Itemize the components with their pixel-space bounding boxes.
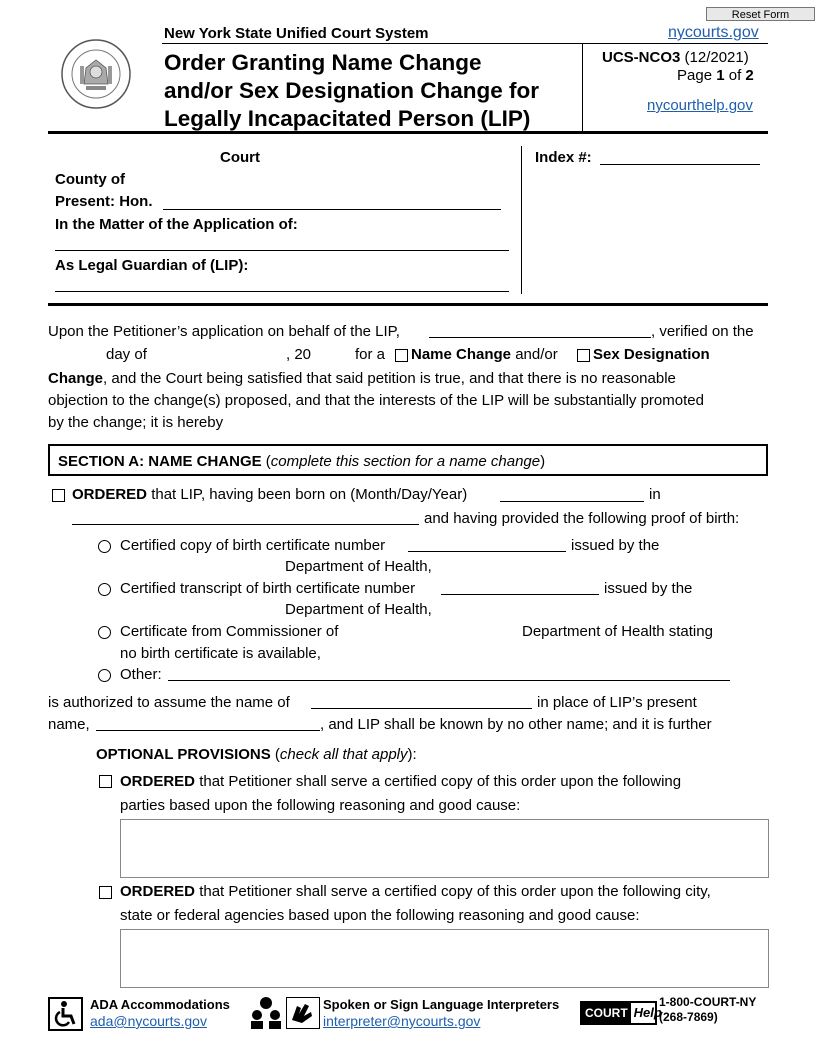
petitioner-name-field[interactable] (55, 250, 509, 251)
birth-place-field[interactable] (72, 524, 419, 525)
present-judge-field[interactable] (163, 209, 501, 210)
form-title (164, 49, 539, 133)
proof-option-3-label: Certificate from Commissioner of (120, 623, 339, 640)
proof-option-1-issued: issued by the (571, 537, 660, 554)
intro-day: day of (106, 346, 147, 363)
sign-language-icon (286, 997, 320, 1029)
index-number-field[interactable] (600, 164, 760, 165)
proof-option-3-dept: Department of Health stating (522, 623, 713, 640)
present-name-label: name, (48, 716, 90, 733)
present-name-text-end: , and LIP shall be known by no other name; and it is further (320, 716, 712, 733)
caption-court: Court (220, 149, 260, 166)
caption-county: County of (55, 171, 125, 188)
new-name-field[interactable] (311, 708, 532, 709)
intro-line-3: Change, and the Court being satisfied that said petition is true, and that there is no reasonable (48, 370, 676, 387)
form-code-date: (12/2021) (684, 49, 749, 66)
page-indicator: Page 1 of 2 (677, 67, 754, 84)
serve-parties-checkbox[interactable] (99, 775, 112, 788)
header-divider (582, 43, 583, 132)
court-system-name: New York State Unified Court System (164, 25, 429, 42)
proof-option-4-label: Other: (120, 666, 162, 683)
ordered-born-text: ORDERED that LIP, having been born on (Month/Day/Year) (72, 486, 468, 503)
lip-name-field[interactable] (55, 291, 509, 292)
section-a-heading: SECTION A: NAME CHANGE (complete this section for a name change) (48, 444, 768, 476)
spoken-interpreter-icon (249, 995, 283, 1029)
court-help-logo: COURT Help (580, 1001, 657, 1025)
nycourts-link[interactable]: nycourts.gov (668, 24, 759, 41)
caption-index: Index #: (535, 149, 592, 166)
intro-for-a: for a (355, 346, 386, 363)
ada-title: ADA Accommodations (90, 997, 230, 1012)
optional-provisions-heading: OPTIONAL PROVISIONS (check all that apply): (96, 746, 417, 763)
proof-option-2-label: Certified transcript of birth certificate number (120, 580, 416, 597)
caption-present: Present: Hon. (55, 193, 153, 210)
title-line-1: Order Granting Name Change (164, 50, 482, 75)
intro-year: , 20 (286, 346, 312, 363)
proof-option-certified-transcript-radio[interactable] (98, 583, 111, 596)
caption-matter: In the Matter of the Application of: (55, 216, 298, 233)
form-code (602, 49, 749, 66)
proof-option-other-radio[interactable] (98, 669, 111, 682)
authorized-name-text-end: in place of LIP’s present (537, 694, 697, 711)
certificate-number-field-1[interactable] (408, 551, 566, 552)
serve-agencies-text-2: state or federal agencies based upon the following reasoning and good cause: (120, 907, 640, 924)
born-in-label: in (649, 486, 661, 503)
caption-divider (521, 146, 522, 294)
form-code-id: UCS-NCO3 (602, 49, 681, 66)
present-name-field[interactable] (96, 730, 320, 731)
intro-line-5: by the change; it is hereby (48, 414, 224, 431)
proof-option-3-line-2: no birth certificate is available, (120, 645, 321, 662)
authorized-name-text: is authorized to assume the name of (48, 694, 290, 711)
wheelchair-icon (48, 997, 83, 1031)
reset-form-button[interactable]: Reset Form (706, 7, 815, 21)
intro-line-1: Upon the Petitioner’s application on behalf of the LIP, (48, 323, 400, 340)
serve-parties-reasoning-box[interactable] (120, 819, 769, 878)
interpreter-email-link[interactable]: interpreter@nycourts.gov (323, 1013, 481, 1029)
serve-agencies-text: ORDERED that Petitioner shall serve a certified copy of this order upon the following city, (120, 883, 711, 900)
proof-of-birth-text: and having provided the following proof of birth: (424, 510, 740, 527)
verified-name-field[interactable] (429, 337, 651, 338)
certificate-number-field-2[interactable] (441, 594, 599, 595)
proof-option-2-dept: Department of Health, (285, 601, 432, 618)
intro-name-change: Name Change and/or (411, 346, 558, 363)
proof-option-2-issued: issued by the (604, 580, 693, 597)
other-proof-field[interactable] (168, 680, 730, 681)
serve-agencies-checkbox[interactable] (99, 886, 112, 899)
title-line-2: and/or Sex Designation Change for (164, 78, 540, 103)
serve-parties-text: ORDERED that Petitioner shall serve a certified copy of this order upon the following (120, 773, 682, 790)
header-bottom-rule (48, 131, 768, 134)
nycourthelp-link[interactable]: nycourthelp.gov (647, 97, 753, 114)
court-seal (60, 38, 132, 110)
birth-date-field[interactable] (500, 501, 644, 502)
name-change-checkbox[interactable] (395, 349, 408, 362)
proof-option-1-label: Certified copy of birth certificate number (120, 537, 386, 554)
intro-line-4: objection to the change(s) proposed, and that the interests of the LIP will be substantially promoted (48, 392, 704, 409)
proof-option-commissioner-radio[interactable] (98, 626, 111, 639)
caption-guardian: As Legal Guardian of (LIP): (55, 257, 249, 274)
ada-email-link[interactable]: ada@nycourts.gov (90, 1013, 207, 1029)
sex-designation-checkbox[interactable] (577, 349, 590, 362)
header-top-rule (162, 43, 768, 44)
proof-option-certified-copy-radio[interactable] (98, 540, 111, 553)
ordered-name-change-checkbox[interactable] (52, 489, 65, 502)
intro-sex-designation: Sex Designation (593, 346, 710, 363)
interpreter-title: Spoken or Sign Language Interpreters (323, 997, 560, 1012)
serve-agencies-reasoning-box[interactable] (120, 929, 769, 988)
caption-bottom-rule (48, 303, 768, 306)
title-line-3: Legally Incapacitated Person (LIP) (164, 106, 531, 131)
court-help-phone: 1-800-COURT-NY (268-7869) (659, 995, 757, 1024)
proof-option-1-dept: Department of Health, (285, 558, 432, 575)
intro-line-1-end: , verified on the (651, 323, 754, 340)
serve-parties-text-2: parties based upon the following reasoning and good cause: (120, 797, 521, 814)
